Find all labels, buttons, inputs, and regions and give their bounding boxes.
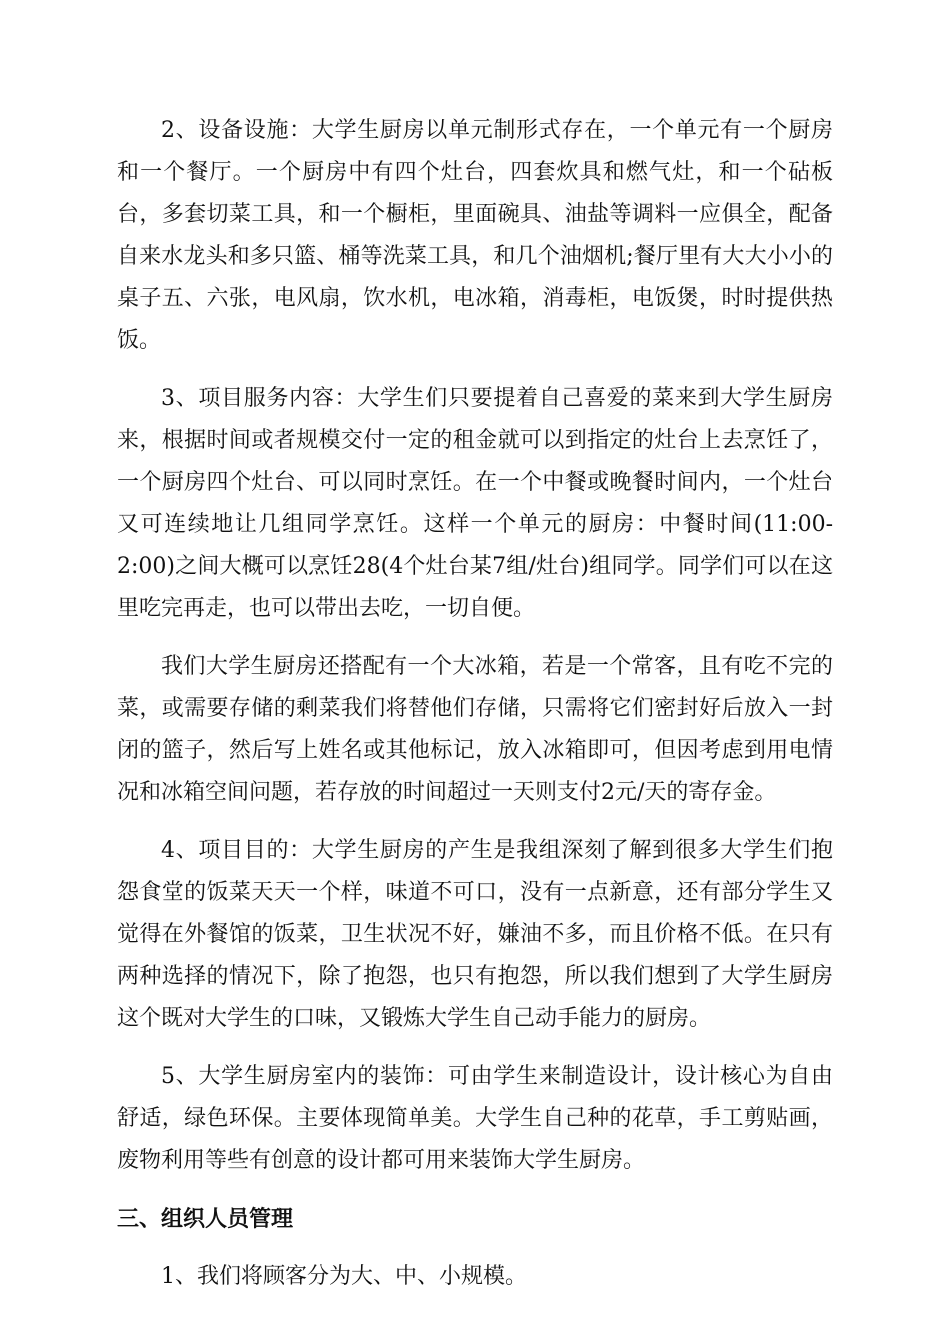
paragraph-project-purpose: 4、项目目的：大学生厨房的产生是我组深刻了解到很多大学生们抱怨食堂的饭菜天天一个样，味道不可口，没有一点新意，还有部分学生又觉得在外餐馆的饭菜，卫生状况不好，嫌油不多，而且价格不低。在只有两种选择的情况下，除了抱怨，也只有抱怨，所以我们想到了大学生厨房这个既对大学生的口味，又锻炼大学生自己动手能力的厨房。 bbox=[117, 838, 833, 1031]
paragraph-service-content: 3、项目服务内容：大学生们只要提着自己喜爱的菜来到大学生厨房来，根据时间或者规模交付一定的租金就可以到指定的灶台上去烹饪了，一个厨房四个灶台、可以同时烹饪。在一个中餐或晚餐时间内，一个灶台又可连续地让几组同学烹饪。这样一个单元的厨房：中餐时间(11:00-2:00)之间大概可以烹饪28(4个灶台某7组/灶台)组同学。同学们可以在这里吃完再走，也可以带出去吃，一切自便。 bbox=[117, 386, 833, 621]
paragraph-refrigerator: 我们大学生厨房还搭配有一个大冰箱，若是一个常客，且有吃不完的菜，或需要存储的剩菜我们将替他们存储，只需将它们密封好后放入一封闭的篮子，然后写上姓名或其他标记，放入冰箱即可，但因考虑到用电情况和冰箱空间问题，若存放的时间超过一天则支付2元/天的寄存金。 bbox=[117, 654, 833, 805]
paragraph-equipment: 2、设备设施：大学生厨房以单元制形式存在，一个单元有一个厨房和一个餐厅。一个厨房中有四个灶台，四套炊具和燃气灶，和一个砧板台，多套切菜工具，和一个橱柜，里面碗具、油盐等调料一应俱全，配备自来水龙头和多只篮、桶等洗菜工具，和几个油烟机;餐厅里有大大小小的桌子五、六张，电风扇，饮水机，电冰箱，消毒柜，电饭煲，时时提供热饭。 bbox=[117, 118, 833, 353]
section-heading: 三、组织人员管理 bbox=[117, 1206, 294, 1232]
paragraph-decoration: 5、大学生厨房室内的装饰：可由学生来制造设计，设计核心为自由舒适，绿色环保。主要体现简单美。大学生自己种的花草，手工剪贴画，废物利用等些有创意的设计都可用来装饰大学生厨房。 bbox=[117, 1064, 833, 1173]
document-body bbox=[117, 110, 833, 1314]
paragraph-customer-scale: 1、我们将顾客分为大、中、小规模。 bbox=[161, 1264, 527, 1289]
